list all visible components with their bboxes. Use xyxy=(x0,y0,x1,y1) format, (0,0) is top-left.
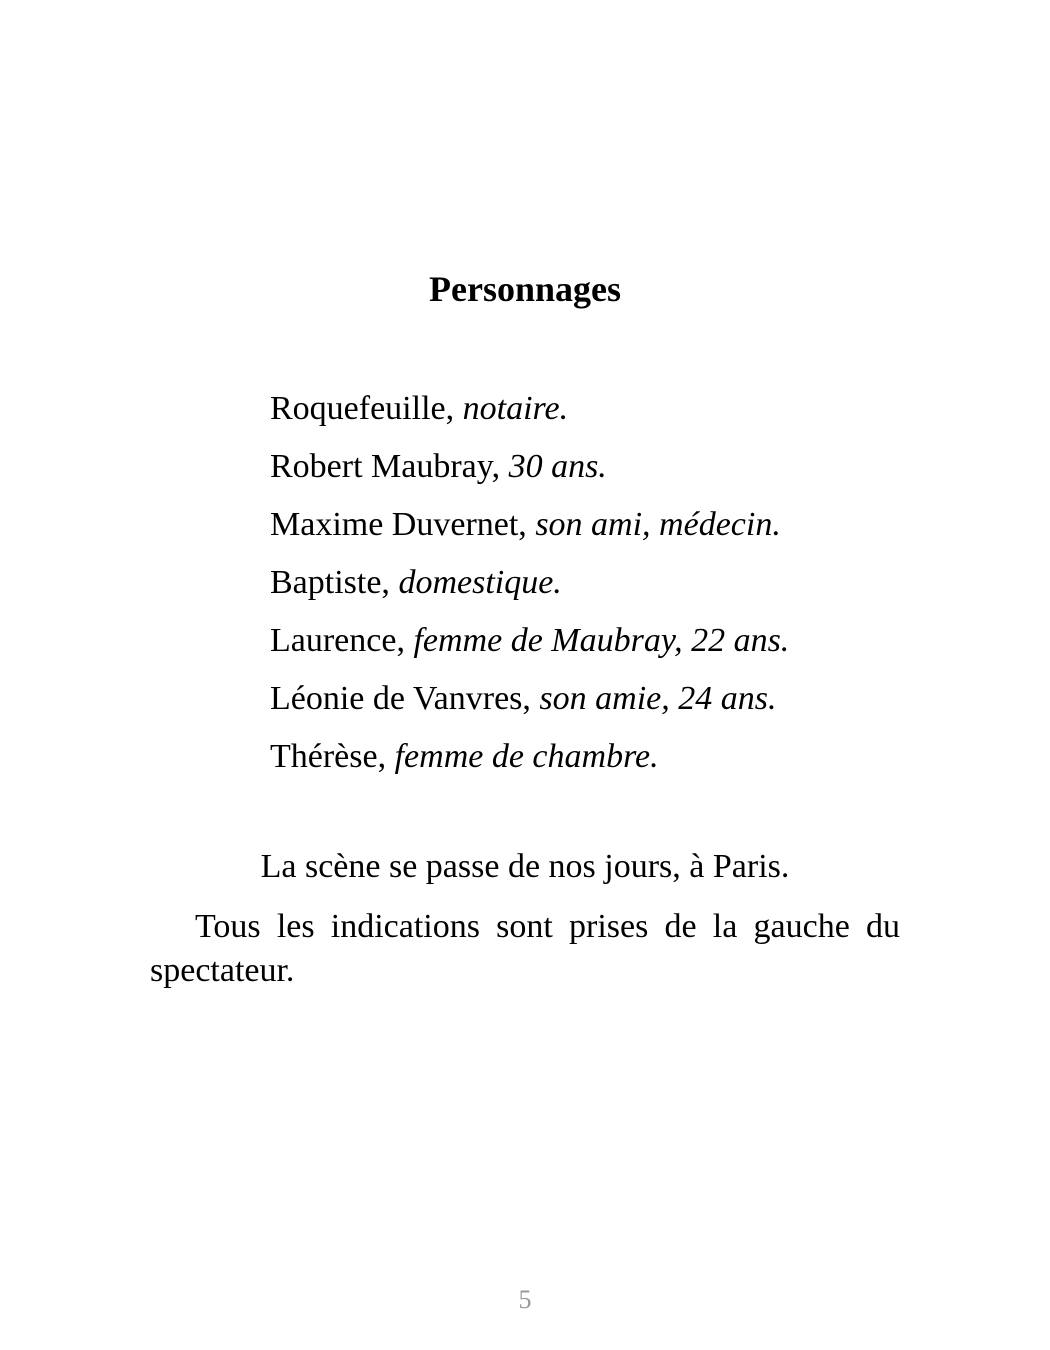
character-name: Roquefeuille, xyxy=(270,390,455,427)
character-entry xyxy=(270,612,789,670)
character-list xyxy=(270,380,789,786)
character-description: femme de Maubray, 22 ans. xyxy=(413,622,790,659)
character-entry xyxy=(270,496,789,554)
character-name: Robert Maubray, xyxy=(270,448,501,485)
page-number: 5 xyxy=(518,1285,532,1314)
character-description: son amie, 24 ans. xyxy=(539,680,777,717)
character-entry xyxy=(270,728,789,786)
character-name: Léonie de Vanvres, xyxy=(270,680,531,717)
character-entry xyxy=(270,554,789,612)
stage-note: Tous les indications sont prises de la gauche du spectateur. xyxy=(150,908,900,989)
character-name: Maxime Duvernet, xyxy=(270,506,527,543)
character-description: domestique. xyxy=(398,564,562,601)
character-entry xyxy=(270,380,789,438)
character-description: son ami, médecin. xyxy=(535,506,781,543)
character-name: Laurence, xyxy=(270,622,405,659)
character-description: femme de chambre. xyxy=(394,738,659,775)
character-entry xyxy=(270,670,789,728)
setting-line: La scène se passe de nos jours, à Paris. xyxy=(260,848,790,885)
character-name: Thérèse, xyxy=(270,738,387,775)
character-description: notaire. xyxy=(462,390,569,427)
character-name: Baptiste, xyxy=(270,564,390,601)
character-description: 30 ans. xyxy=(508,448,607,485)
page-title: Personnages xyxy=(429,269,621,309)
character-entry xyxy=(270,438,789,496)
